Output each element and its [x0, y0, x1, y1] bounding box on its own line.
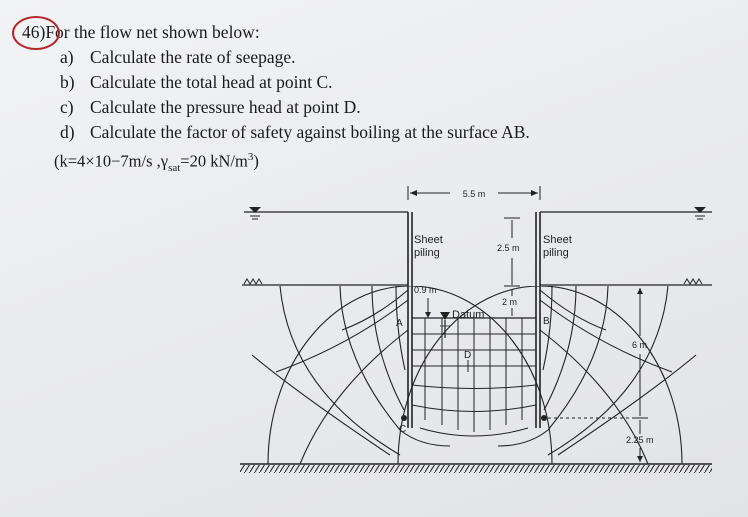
question-text: Calculate the total head at point C. — [90, 72, 333, 92]
ground-surface — [242, 279, 712, 285]
width-label: 5.5 m — [462, 189, 486, 199]
unit-weight-value: =20 kN/m — [180, 151, 248, 171]
given-values — [22, 145, 722, 181]
point-c-label: C — [399, 424, 407, 435]
dimension-0-9-arrow — [425, 298, 431, 318]
water-surface-left — [244, 207, 408, 219]
impervious-layer — [240, 464, 712, 473]
point-c-marker — [401, 415, 407, 421]
question-c — [22, 95, 722, 120]
point-a-label: A — [396, 318, 403, 329]
point-b-label: B — [543, 316, 550, 327]
point-d-marker — [465, 360, 471, 372]
dimension-0-9-label: 0.9 m — [414, 285, 437, 295]
question-letter: b) — [60, 72, 75, 92]
gamma-subscript: sat — [168, 161, 181, 174]
question-d — [22, 120, 722, 145]
center-flow-grid — [412, 318, 536, 436]
question-text: Calculate the rate of seepage. — [90, 47, 296, 67]
sheet-pile-right — [536, 212, 540, 428]
problem-heading — [22, 20, 722, 45]
unit-superscript: 3 — [247, 151, 254, 163]
question-letter: c) — [60, 97, 74, 117]
question-a — [22, 45, 722, 70]
pile-tip-marker — [541, 415, 547, 421]
red-circle-annotation — [12, 16, 60, 50]
question-letter: d) — [60, 122, 75, 142]
permeability-text: (k=4×10−7m/s , — [54, 151, 161, 171]
dimension-2-25-label: 2.25 m — [626, 435, 654, 445]
water-surface-right — [540, 207, 712, 219]
datum-label: Datum — [452, 309, 485, 321]
sheet-left-label-2: piling — [414, 247, 440, 259]
dimension-2-5-label: 2.5 m — [497, 243, 520, 253]
point-d-label: D — [464, 350, 472, 361]
problem-statement — [22, 20, 722, 181]
question-text: Calculate the pressure head at point D. — [90, 97, 361, 117]
problem-number-wrapper — [22, 20, 45, 45]
given-close: ) — [253, 151, 259, 171]
question-b — [22, 70, 722, 95]
question-text: Calculate the factor of safety against boiling at the surface AB. — [90, 122, 530, 142]
problem-intro: For the flow net shown below: — [45, 22, 260, 42]
sheet-left-label-1: Sheet — [414, 234, 443, 246]
dimension-6-label: 6 m — [632, 340, 648, 350]
dimension-2-label: 2 m — [502, 297, 518, 307]
question-letter: a) — [60, 47, 74, 67]
flow-net-diagram — [0, 180, 748, 500]
sheet-right-label-2: piling — [543, 247, 569, 259]
gamma-symbol: γ — [160, 151, 169, 171]
sheet-right-label-1: Sheet — [543, 234, 572, 246]
problem-number: 46) — [22, 22, 46, 42]
